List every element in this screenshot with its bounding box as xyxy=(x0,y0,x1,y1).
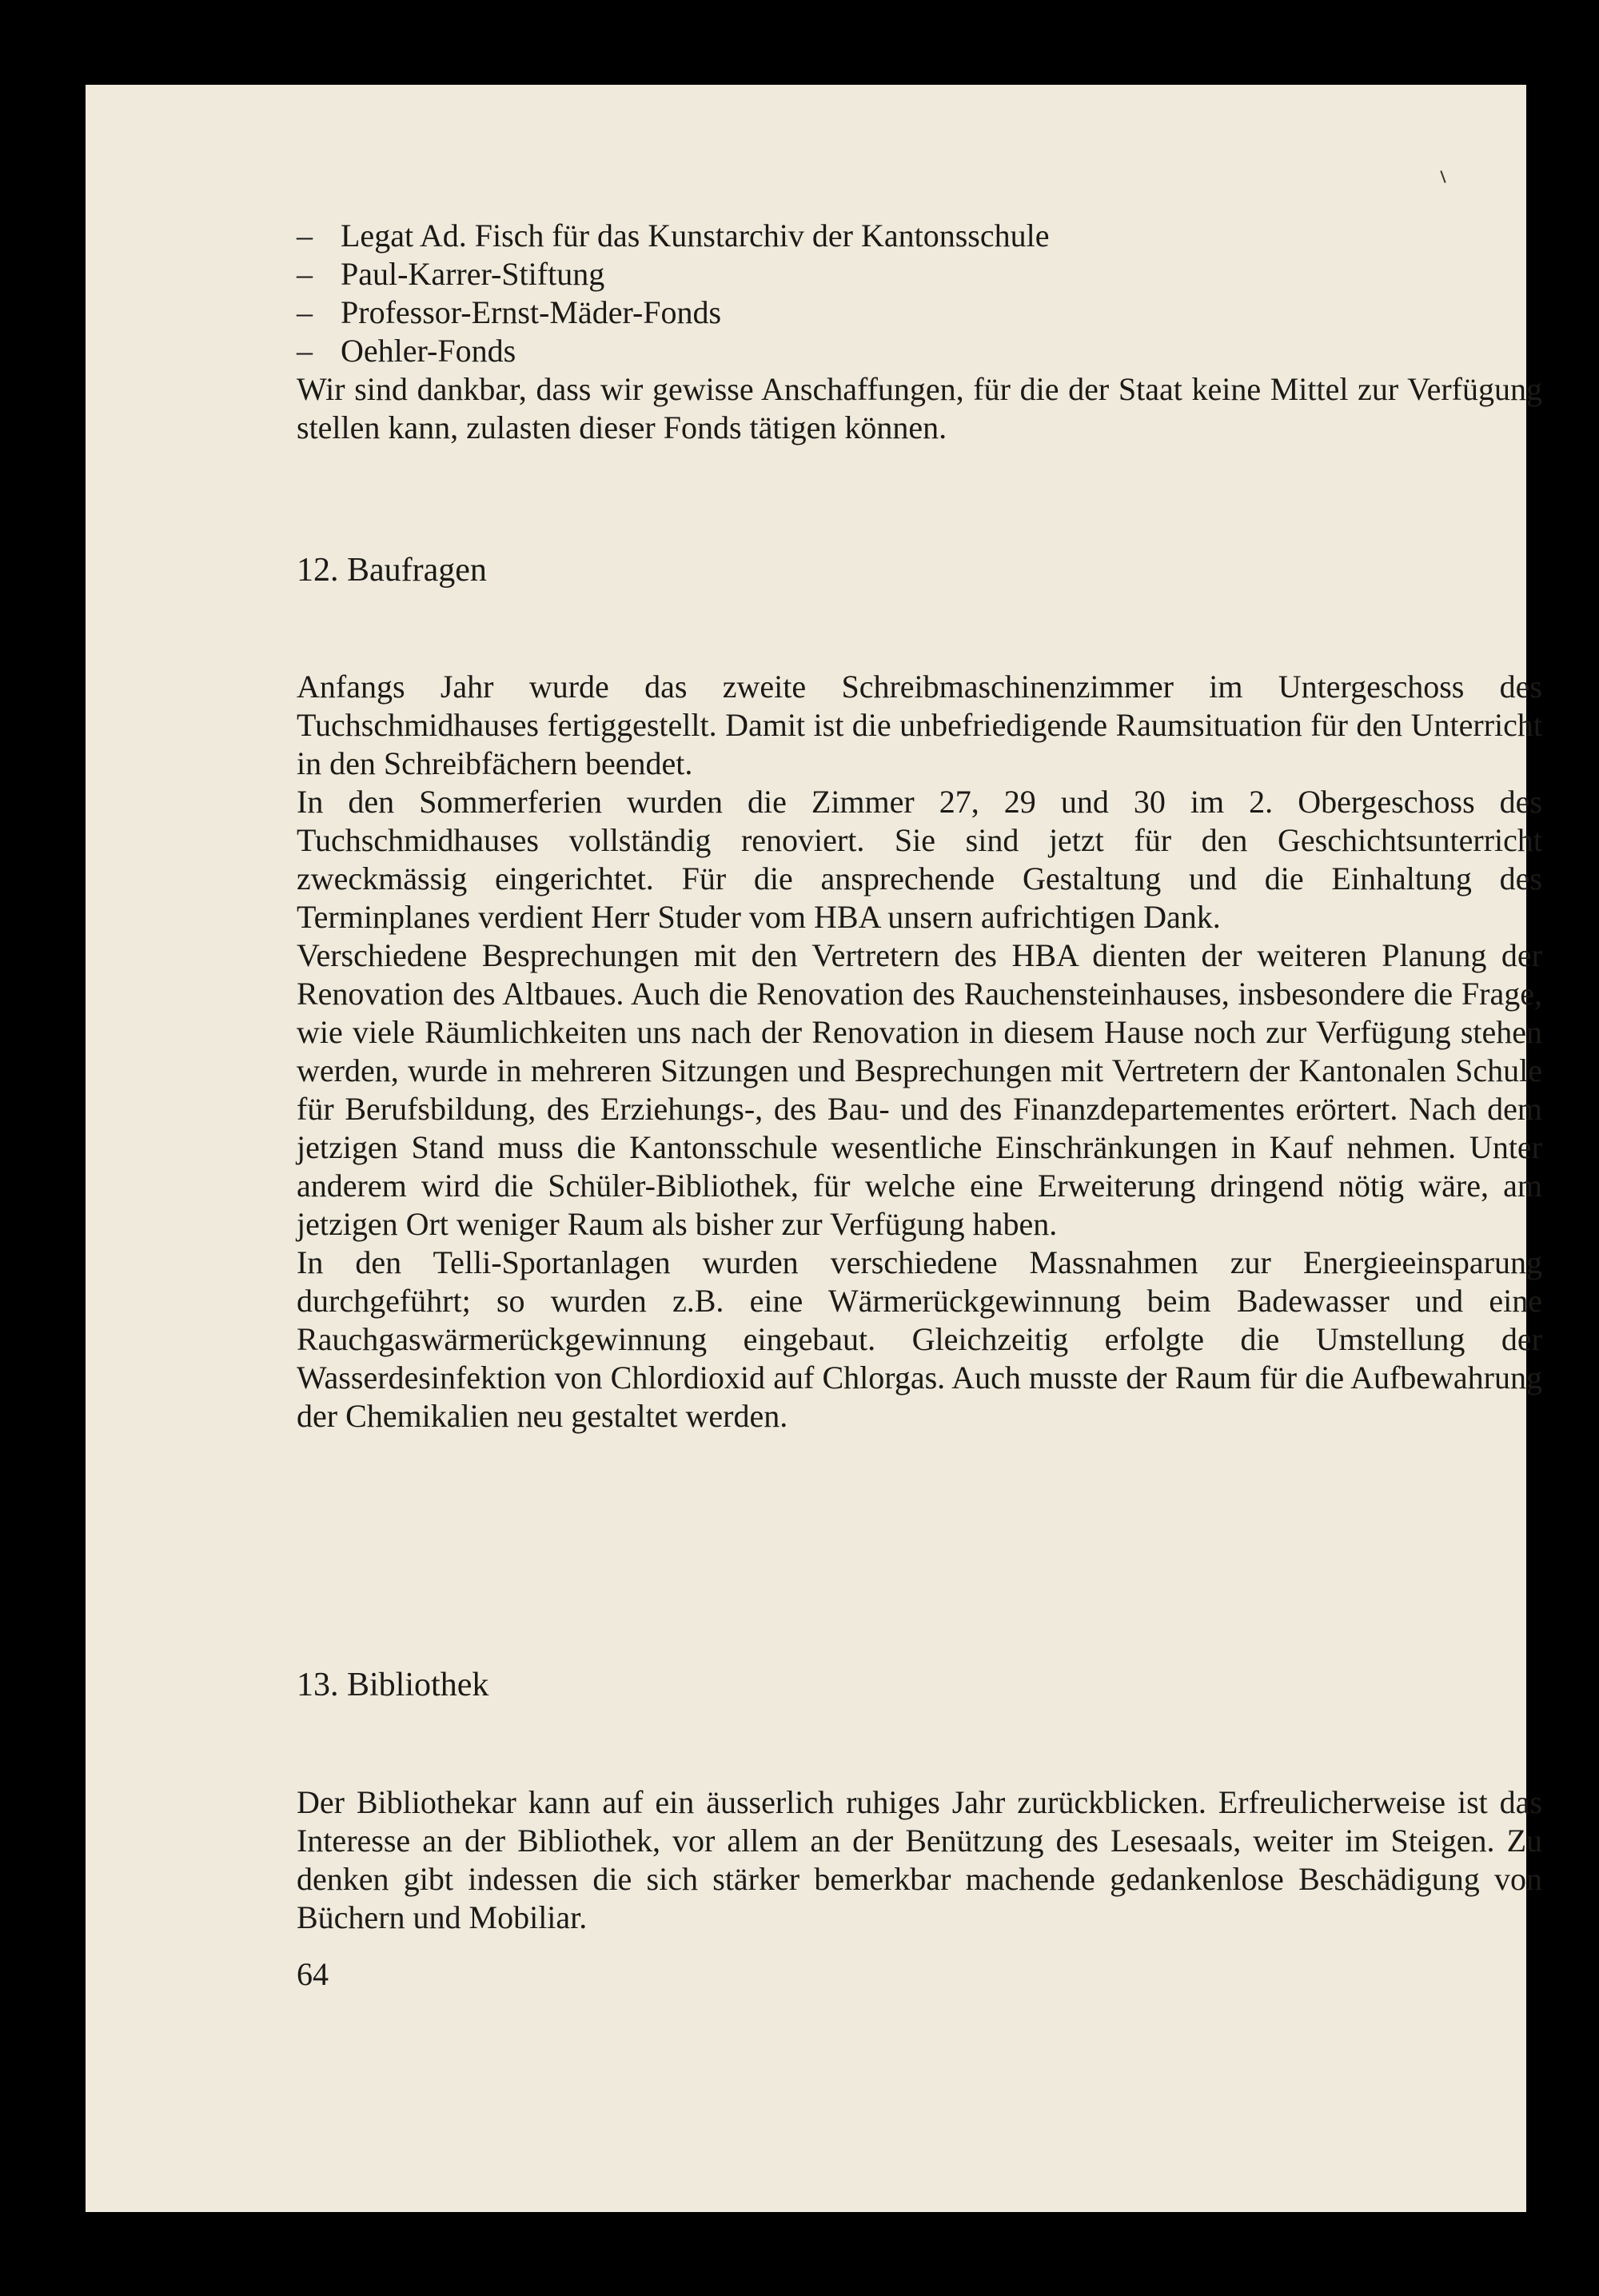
list-item: – Professor-Ernst-Mäder-Fonds xyxy=(297,294,722,330)
list-item: – Legat Ad. Fisch für das Kunstarchiv der Kantonsschule xyxy=(297,218,1050,254)
paragraph: Der Bibliothekar kann auf ein äusserlich ruhiges Jahr zurückblicken. Erfreulicherweise ist das Interesse an der Bibliothek, vor allem an der Benützung des Lesesaals, weiter im Steigen. Zu denken gibt indessen die sich stärker bemerkbar machende gedankenlose Beschädigung von Büchern und Mobiliar. xyxy=(297,1784,1542,1935)
document-page xyxy=(86,85,1542,2212)
funds-list xyxy=(297,217,1542,370)
paragraph: Anfangs Jahr wurde das zweite Schreibmaschinenzimmer im Untergeschoss des Tuchschmidhauses fertiggestellt. Damit ist die unbefriedigende Raumsituation für den Unterricht in den Schreibfächern beendet. xyxy=(297,669,1542,781)
section-heading-bibliothek: 13. Bibliothek xyxy=(297,1667,489,1703)
list-item: – Paul-Karrer-Stiftung xyxy=(297,256,605,292)
page-number: 64 xyxy=(297,1956,329,1992)
section-heading-baufragen: 12. Baufragen xyxy=(297,552,487,589)
section-body-bibliothek xyxy=(297,1783,1542,1937)
paragraph: In den Sommerferien wurden die Zimmer 27, 29 und 30 im 2. Obergeschoss des Tuchschmidhauses vollständig renoviert. Sie sind jetzt für den Geschichtsunterricht zweckmässig eingerichtet. Für die ansprechende Gestaltung und die Einhaltung des Terminplanes verdient Herr Studer vom HBA unsern aufrichtigen Dank. xyxy=(297,784,1542,935)
scan-mark xyxy=(1440,170,1445,183)
paragraph: In den Telli-Sportanlagen wurden verschiedene Massnahmen zur Energieeinsparung durchgeführt; so wurden z.B. eine Wärmerückgewinnung beim Badewasser und eine Rauchgaswärmerückgewinnung eingebaut. Gleichzeitig erfolgte die Umstellung der Wasserdesinfektion von Chlordioxid auf Chlorgas. Auch musste der Raum für die Aufbewahrung der Chemikalien neu gestaltet werden. xyxy=(297,1244,1542,1434)
list-item: – Oehler-Fonds xyxy=(297,333,516,369)
paragraph: Verschiedene Besprechungen mit den Vertretern des HBA dienten der weiteren Planung der Renovation des Altbaues. Auch die Renovation des Rauchensteinhauses, insbesondere die Frage, wie viele Räumlichkeiten uns nach der Renovation in diesem Hause noch zur Verfügung stehen werden, wurde in mehreren Sitzungen und Besprechungen mit Vertretern der Kantonalen Schule für Berufsbildung, des Erziehungs-, des Bau- und des Finanzdepartementes erörtert. Nach dem jetzigen Stand muss die Kantonsschule wesentliche Einschränkungen in Kauf nehmen. Unter anderem wird die Schüler-Bibliothek, für welche eine Erweiterung dringend nötig wäre, am jetzigen Ort weniger Raum als bisher zur Verfügung haben. xyxy=(297,937,1542,1242)
section-body-baufragen xyxy=(297,668,1542,1435)
funds-paragraph: Wir sind dankbar, dass wir gewisse Anschaffungen, für die der Staat keine Mittel zur Verfügung stellen kann, zulasten dieser Fonds tätigen können. xyxy=(297,371,1542,445)
